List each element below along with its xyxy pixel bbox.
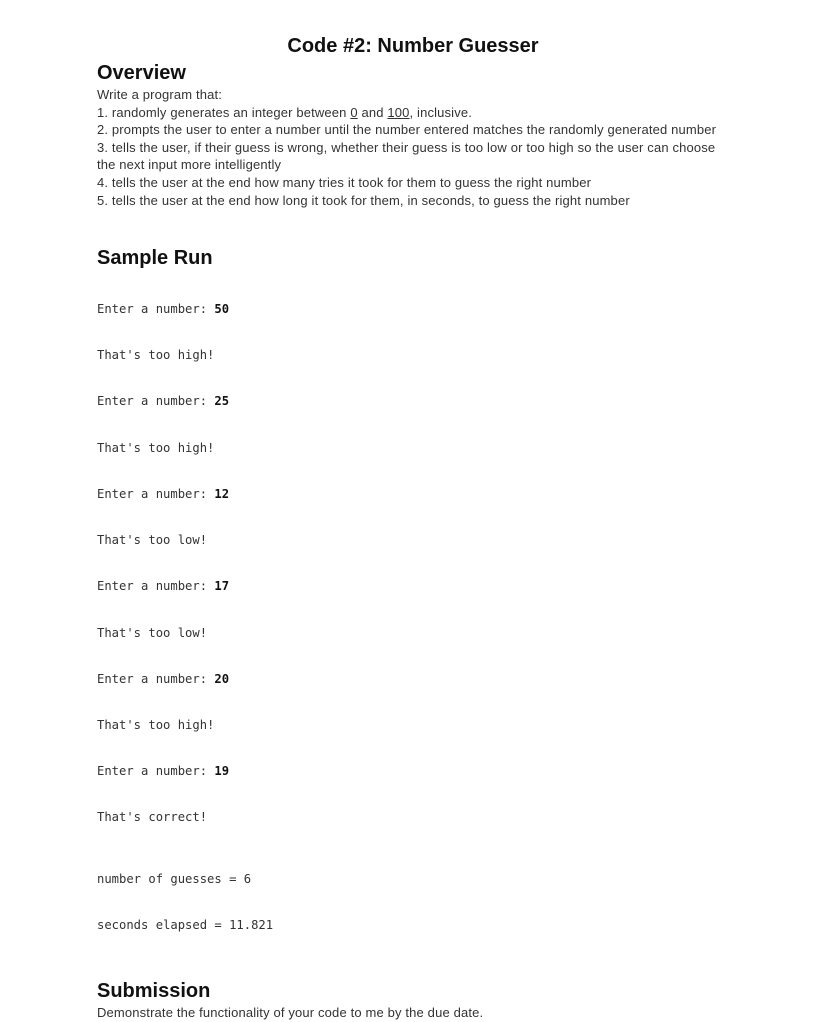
console-line: Enter a number: 19 [97,764,230,779]
overview-intro: Write a program that: [97,87,223,102]
requirement-item-4: 4. tells the user at the end how many tries it took for them to guess the right number [97,174,592,190]
requirement-item-1-pre: 1. randomly generates an integer between [97,104,351,120]
console-line: Enter a number: 17 [97,579,230,594]
submission-text: Demonstrate the functionality of your code to me by the due date. [97,1005,484,1021]
requirement-item-1-mid: and [357,104,388,120]
console-line: Enter a number: 20 [97,671,230,686]
console-line: That's too high! [97,717,215,732]
user-input: 12 [214,486,230,501]
requirement-item-3: 3. tells the user, if their guess is wrong, whether their guess is too low or too high so the user can choose the next input more intelligently [97,139,716,173]
user-input: 19 [214,764,230,779]
user-input: 20 [214,671,230,686]
requirement-item-1 [97,104,737,122]
sample-run-output [97,271,737,964]
overview-body [97,86,737,209]
range-max-value: 100 [387,104,410,120]
sample-run-heading: Sample Run [97,247,213,270]
document-page [97,30,737,1022]
console-line: That's too high! [97,348,215,363]
requirement-item-2: 2. prompts the user to enter a number until the number entered matches the randomly generated number [97,122,717,138]
overview-heading: Overview [97,62,186,84]
range-min-value: 0 [350,104,358,120]
guesses-line: number of guesses = 6 [97,871,252,886]
console-line: Enter a number: 12 [97,486,230,501]
console-line: Enter a number: 50 [97,301,230,316]
requirement-item-1-post: , inclusive. [409,104,473,120]
user-input: 25 [214,394,230,409]
console-line: That's correct! [97,810,208,825]
console-line: That's too low! [97,533,208,548]
user-input: 17 [214,579,230,594]
console-line: That's too high! [97,440,215,455]
page-title: Code #2: Number Guesser [287,35,539,57]
requirement-item-5: 5. tells the user at the end how long it took for them, in seconds, to guess the right number [97,192,630,208]
console-line: Enter a number: 25 [97,394,230,409]
console-line: That's too low! [97,625,208,640]
elapsed-line: seconds elapsed = 11.821 [97,917,274,932]
user-input: 50 [214,301,230,316]
submission-heading: Submission [97,980,211,1003]
